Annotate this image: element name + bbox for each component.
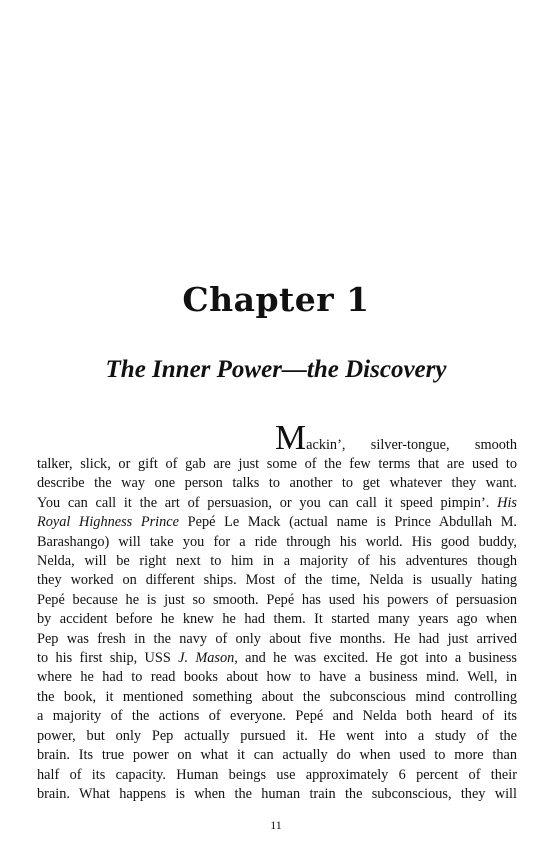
text-line [37,707,517,726]
text-segment: a majority of the actions of everyone. Pepé and Nelda both heard of its [37,708,517,725]
text-segment: , and he was excited. He got into a business [234,650,517,667]
text-line [37,513,517,532]
first-line [37,418,517,457]
text-segment: by accident before he knew he had them. It started many years ago when [37,611,517,628]
text-line [37,766,517,785]
text-segment: they worked on different ships. Most of the time, Nelda is usually hating [37,572,517,589]
text-line [37,533,517,552]
chapter-title: Chapter 1 [182,280,370,319]
page-number: 11 [270,818,282,832]
text-line [37,474,517,493]
text-segment: half of its capacity. Human beings use approximately 6 percent of their [37,766,517,783]
italic-text: Royal Highness Prince [37,514,179,531]
text-line [37,610,517,629]
text-line [37,746,517,765]
text-line [37,727,517,746]
body-paragraph [37,418,517,804]
first-line-text: ackin’, silver-tongue, smooth [306,437,517,453]
text-segment: talker, slick, or gift of gab are just some of the few terms that are used to [37,456,517,472]
text-segment: Pep was fresh in the navy of only about five months. He had just arrived [37,630,517,647]
text-line [37,552,517,571]
text-segment: Pepé Le Mack (actual name is Prince Abdullah M. [179,514,517,531]
text-segment: describe the way one person talks to another to get whatever they want. [37,475,517,492]
text-line [37,591,517,610]
text-line [37,668,517,687]
body-lines [37,455,517,804]
text-line [37,630,517,649]
italic-text: J. Mason [178,650,235,667]
text-line [37,785,517,804]
text-segment: power, but only Pep actually pursued it. He went into a study of the [37,727,517,744]
text-segment: Pepé because he is just so smooth. Pepé has used his powers of persuasion [37,591,517,608]
text-segment: the book, it mentioned something about the subconscious mind controlling [37,688,517,705]
text-line [37,688,517,707]
text-segment: brain. Its true power on what it can actually do when used to more than [37,747,517,764]
text-line [37,571,517,590]
chapter-subtitle: The Inner Power—the Discovery [105,356,447,383]
text-segment: where he had to read books about how to have a business mind. Well, in [37,669,517,686]
text-segment: to his first ship, USS [37,650,179,667]
drop-cap: M [275,418,307,457]
italic-text: His [497,494,517,511]
text-segment: Nelda, will be right next to him in a majority of his adventures though [37,553,517,570]
text-line [37,455,517,474]
text-line [37,494,517,513]
text-line [37,649,517,668]
text-segment: Barashango) will take you for a ride through his world. His good buddy, [37,533,517,550]
text-segment: brain. What happens is when the human train the subconscious, they will [37,785,517,802]
text-segment: You can call it the art of persuasion, or you can call it speed pimpin’. [37,494,498,511]
